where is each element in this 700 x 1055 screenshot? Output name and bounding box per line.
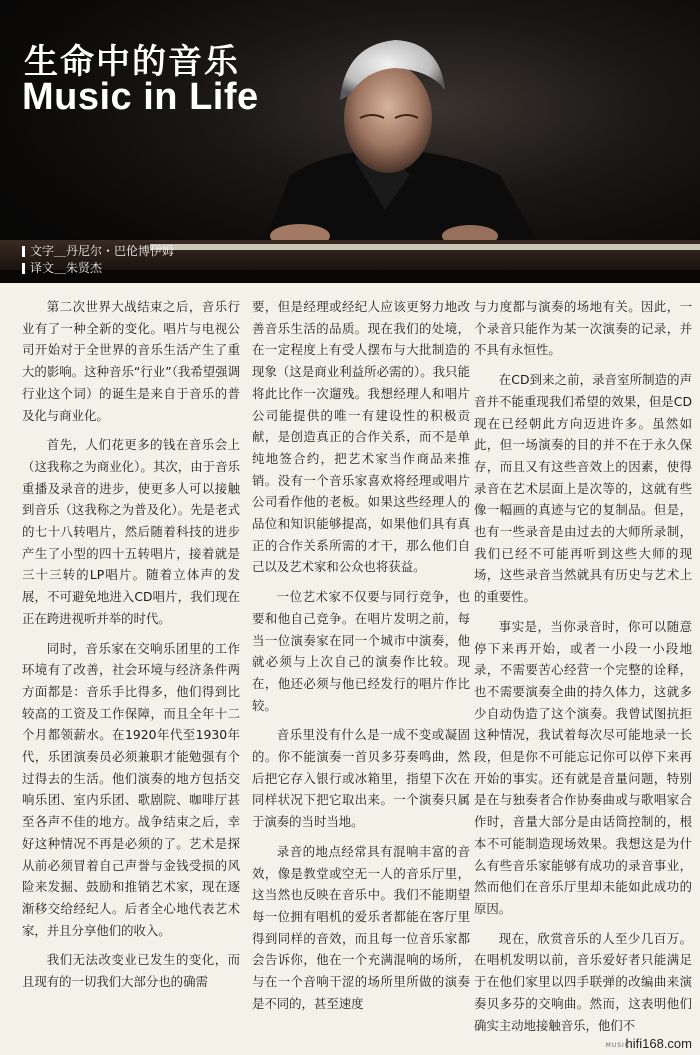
- paragraph: 要，但是经理或经纪人应该更努力地改善音乐生活的品质。现在我们的处境，在一定程度上有受人摆布与大批制造的现象（这是商业利益所必需的）。我只能将此比作一次遛残。我想经理人和唱片公司能提供的唯一有建设性的积极贡献，是创造真正的合作关系，而不是单纯地签合约，把艺术家当作商品来推销。没有一个音乐家喜欢将经理或唱片公司看作他的老板。如果这些经理人的品位和知识能够提高，如果他们具有真正的合作关系所需的才干，那么他们自己以及艺术家和公众也将获益。: [252, 299, 470, 575]
- paragraph: 现在，欣赏音乐的人至少几百万。在唱机发明以前，音乐爱好者只能满足于在他们家里以四手联弹的改编曲来演奏贝多芬的交响曲。然而，这表明他们确实主动地接触音乐，他们不: [474, 930, 692, 1033]
- author-label: 文字＿丹尼尔・巴伦博伊姆: [30, 244, 175, 258]
- translator-label: 译文＿朱贤杰: [30, 261, 103, 275]
- paragraph: 录音的地点经常具有混响丰富的音效，像是教堂或空无一人的音乐厅里，这当然也反映在音乐中。我们不能期望每一位拥有唱机的爱乐者都能在客厅里得到同样的音效，而且每一位音乐家都会告诉你，他在一个充满混响的场所，与在一个音响干涩的场所里所做的演奏是不同的，甚至速度: [252, 843, 470, 1011]
- credit-bar-icon: [22, 246, 25, 257]
- footer-section-tag: MUSIC: [605, 1042, 630, 1049]
- credits: [22, 243, 174, 277]
- paragraph: 我们无法改变业已发生的变化，而且现有的一切我们大部分也的确需: [22, 952, 240, 990]
- article-column-2: [252, 296, 470, 1015]
- paragraph: 同时，音乐家在交响乐团里的工作环境有了改善，社会环境与经济条件两方面都是：音乐手比得多，他们得到比较高的工资及工作保障，而且全年十二个月都领薪水。在1920年代至1930年代，乐团演奏员必须兼职才能勉强有个过得去的生活。他们演奏的地方包括交响乐团、室内乐团、歌剧院、咖啡厅甚至各声不佳的地方。战争结束之后，幸好这种情况不再是必须的了。艺术是探从前必须冒着自己声誉与金钱受损的风险来发掘、鼓励和推销艺术家，现在逐渐移交给经纪人。后者全心地代表艺术家，并且分享他们的收入。: [22, 640, 240, 938]
- paragraph: 音乐里没有什么是一成不变或凝固的。你不能演奏一首贝多芬奏鸣曲，然后把它存入银行或冰箱里，指望下次在同样状况下把它取出来。一个演奏只属于演奏的当时当地。: [252, 727, 470, 830]
- article-title-english: Music in Life: [22, 76, 259, 118]
- credit-bar-icon: [22, 263, 25, 274]
- author-credit: [22, 243, 174, 260]
- footer-watermark-url: hifi168.com: [625, 1036, 692, 1051]
- paragraph: 事实是，当你录音时，你可以随意停下来再开始，或者一小段一小段地录，不需要苦心经营一个完整的诠释，也不需要演奏全曲的持久体力，这就多少自动伪造了这个演奏。我曾试图抗拒这种情况，我试着每次尽可能地录一长段，但是你不可能忘记你可以停下来再开始的事实。还有就是音量问题，特别是在与独奏者合作协奏曲或与歌唱家合作时，音量大部分是由话筒控制的，根本不可能制造现场效果。我想这是为什么有些音乐家能够有成功的录音事业，然而他们在音乐厅里却未能如此成功的原因。: [474, 618, 692, 916]
- article-column-1: [22, 296, 240, 993]
- translator-credit: [22, 260, 174, 277]
- paragraph: 第二次世界大战结束之后，音乐行业有了一种全新的变化。唱片与电视公司开始对于全世界的音乐生活产生了重大的影响。这种音乐“行业”（我希望强调行业这个词）的诞生是来自于音乐的普及化与商业化。: [22, 299, 240, 423]
- article-title-chinese: 生命中的音乐: [24, 42, 240, 82]
- paragraph: 在CD到来之前，录音室所制造的声音并不能重现我们希望的效果，但是CD现在已经朝此方向迈进许多。虽然如此，但一场演奏的目的并不在于永久保存，而且又有这些音效上的因素，使得录音在艺术层面上是次等的，这就有些像一幅画的真迹与它的复制品。但是，也有一些录音是由过去的大师所录制，我们已经不可能再听到这些大师的现场，这些录音当然就具有历史与艺术上的重要性。: [474, 372, 692, 605]
- hero-photo: [0, 0, 700, 283]
- paragraph: 首先，人们花更多的钱在音乐会上（这我称之为商业化）。其次，由于音乐重播及录音的进步，使更多人可以接触到音乐（这我称之为普及化）。先是老式的七十八转唱片，然后随着科技的进步产生了小型的四十五转唱片，接着就是三十三转的LP唱片。随着立体声的发展，不可避免地进入CD唱片，我们现在正在跨进视听并举的时代。: [22, 437, 240, 626]
- article-column-3: [474, 296, 692, 1036]
- paragraph: 与力度都与演奏的场地有关。因此，一个录音只能作为某一次演奏的记录，并不具有永恒性。: [474, 299, 692, 358]
- paragraph: 一位艺术家不仅要与同行竞争，也要和他自己竞争。在唱片发明之前，每当一位演奏家在同一个城市中演奏，他就必须与上次自己的演奏作比较。现在，他还必须与他已经发行的唱片作比较。: [252, 589, 470, 713]
